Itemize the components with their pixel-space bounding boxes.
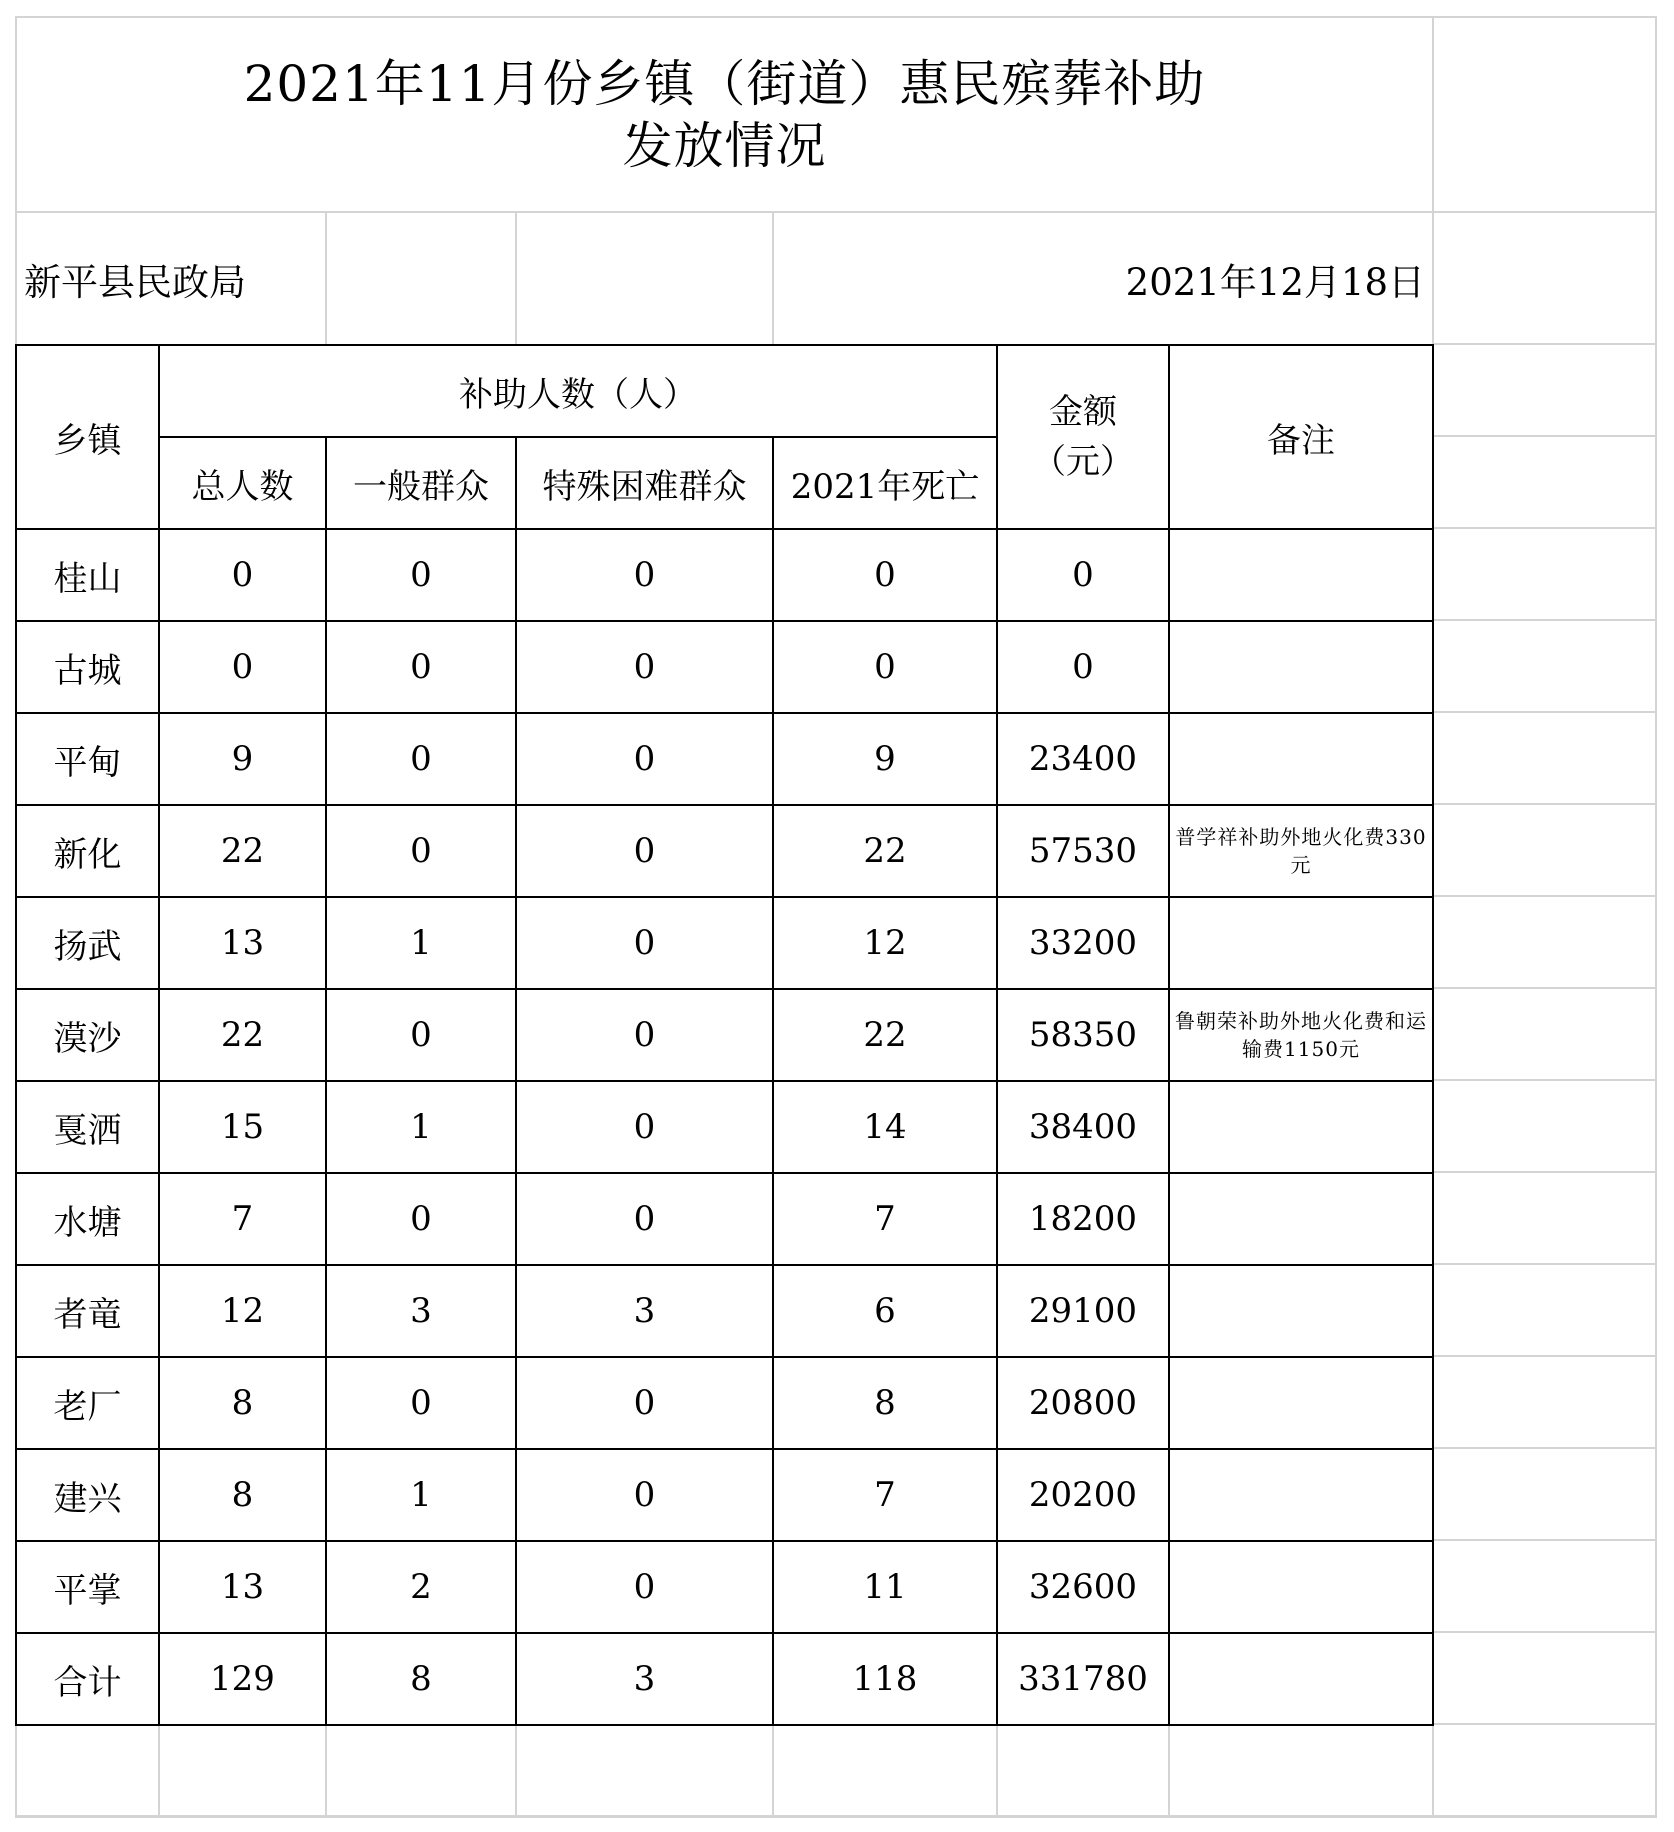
amount-cell: 0 bbox=[997, 529, 1169, 621]
gridline bbox=[325, 212, 327, 344]
deaths-cell: 9 bbox=[773, 713, 997, 805]
township-cell: 桂山 bbox=[16, 529, 159, 621]
total-label-cell: 合计 bbox=[16, 1633, 159, 1725]
township-cell: 戛洒 bbox=[16, 1081, 159, 1173]
special-cell: 0 bbox=[516, 1357, 773, 1449]
issuing-organization: 新平县民政局 bbox=[24, 260, 246, 304]
township-cell: 平甸 bbox=[16, 713, 159, 805]
gridline bbox=[1432, 619, 1656, 621]
general-cell: 2 bbox=[326, 1541, 516, 1633]
gridline bbox=[996, 1726, 998, 1816]
gridline bbox=[1168, 1726, 1170, 1816]
total-cell: 0 bbox=[159, 529, 326, 621]
gridline bbox=[1432, 1079, 1656, 1081]
township-cell: 漠沙 bbox=[16, 989, 159, 1081]
special-cell: 0 bbox=[516, 805, 773, 897]
total-cell: 13 bbox=[159, 897, 326, 989]
page-title bbox=[17, 18, 1432, 211]
remark-cell: 普学祥补助外地火化费330元 bbox=[1169, 805, 1433, 897]
gridline bbox=[772, 1726, 774, 1816]
remark-cell bbox=[1169, 1265, 1433, 1357]
gridline bbox=[1432, 527, 1656, 529]
header-general: 一般群众 bbox=[326, 437, 516, 529]
amount-cell: 0 bbox=[997, 621, 1169, 713]
gridline bbox=[515, 212, 517, 344]
table-row bbox=[16, 805, 1433, 897]
title-line-2: 发放情况 bbox=[622, 116, 827, 175]
header-township: 乡镇 bbox=[16, 345, 159, 529]
township-cell: 者竜 bbox=[16, 1265, 159, 1357]
table-row bbox=[16, 897, 1433, 989]
remark-cell bbox=[1169, 1081, 1433, 1173]
deaths-cell: 22 bbox=[773, 805, 997, 897]
deaths-cell: 0 bbox=[773, 621, 997, 713]
township-cell: 扬武 bbox=[16, 897, 159, 989]
general-cell: 0 bbox=[326, 621, 516, 713]
remark-cell bbox=[1169, 1633, 1433, 1725]
amount-cell: 20200 bbox=[997, 1449, 1169, 1541]
total-cell: 12 bbox=[159, 1265, 326, 1357]
amount-cell: 33200 bbox=[997, 897, 1169, 989]
general-cell: 8 bbox=[326, 1633, 516, 1725]
amount-cell: 38400 bbox=[997, 1081, 1169, 1173]
total-cell: 129 bbox=[159, 1633, 326, 1725]
remark-cell bbox=[1169, 1357, 1433, 1449]
gridline bbox=[1432, 803, 1656, 805]
deaths-cell: 12 bbox=[773, 897, 997, 989]
deaths-cell: 0 bbox=[773, 529, 997, 621]
table-row bbox=[16, 989, 1433, 1081]
general-cell: 1 bbox=[326, 1081, 516, 1173]
township-cell: 古城 bbox=[16, 621, 159, 713]
amount-cell: 18200 bbox=[997, 1173, 1169, 1265]
general-cell: 0 bbox=[326, 713, 516, 805]
table-row bbox=[16, 1541, 1433, 1633]
deaths-cell: 8 bbox=[773, 1357, 997, 1449]
deaths-cell: 7 bbox=[773, 1449, 997, 1541]
deaths-cell: 14 bbox=[773, 1081, 997, 1173]
general-cell: 1 bbox=[326, 1449, 516, 1541]
header-amount bbox=[997, 345, 1169, 529]
table-row bbox=[16, 529, 1433, 621]
gridline bbox=[158, 1726, 160, 1816]
table-row bbox=[16, 1173, 1433, 1265]
title-line-1: 2021年11月份乡镇（街道）惠民殡葬补助 bbox=[243, 54, 1206, 113]
remark-cell bbox=[1169, 897, 1433, 989]
deaths-cell: 11 bbox=[773, 1541, 997, 1633]
remark-cell bbox=[1169, 1173, 1433, 1265]
table-row bbox=[16, 621, 1433, 713]
gridline bbox=[1655, 16, 1657, 1818]
header-amount-label: 金额 bbox=[1049, 392, 1117, 432]
gridline bbox=[15, 1815, 1656, 1818]
total-cell: 7 bbox=[159, 1173, 326, 1265]
special-cell: 0 bbox=[516, 989, 773, 1081]
gridline bbox=[1432, 1723, 1656, 1725]
gridline bbox=[1432, 1263, 1656, 1265]
header-amount-unit: （元） bbox=[1032, 442, 1134, 482]
header-remark: 备注 bbox=[1169, 345, 1433, 529]
township-cell: 老厂 bbox=[16, 1357, 159, 1449]
special-cell: 0 bbox=[516, 1081, 773, 1173]
special-cell: 0 bbox=[516, 621, 773, 713]
special-cell: 0 bbox=[516, 713, 773, 805]
gridline bbox=[1432, 711, 1656, 713]
header-special: 特殊困难群众 bbox=[516, 437, 773, 529]
remark-cell bbox=[1169, 713, 1433, 805]
deaths-cell: 118 bbox=[773, 1633, 997, 1725]
amount-cell: 331780 bbox=[997, 1633, 1169, 1725]
total-cell: 15 bbox=[159, 1081, 326, 1173]
total-cell: 13 bbox=[159, 1541, 326, 1633]
amount-cell: 20800 bbox=[997, 1357, 1169, 1449]
deaths-cell: 22 bbox=[773, 989, 997, 1081]
gridline bbox=[1432, 435, 1656, 437]
remark-cell bbox=[1169, 1449, 1433, 1541]
report-date: 2021年12月18日 bbox=[1125, 260, 1425, 304]
total-cell: 22 bbox=[159, 805, 326, 897]
gridline bbox=[325, 1726, 327, 1816]
special-cell: 0 bbox=[516, 1173, 773, 1265]
table-row bbox=[16, 1265, 1433, 1357]
gridline bbox=[1432, 1631, 1656, 1633]
deaths-cell: 6 bbox=[773, 1265, 997, 1357]
gridline bbox=[1432, 1447, 1656, 1449]
general-cell: 0 bbox=[326, 1357, 516, 1449]
total-cell: 0 bbox=[159, 621, 326, 713]
special-cell: 0 bbox=[516, 1541, 773, 1633]
table-row bbox=[16, 1357, 1433, 1449]
general-cell: 0 bbox=[326, 805, 516, 897]
township-cell: 新化 bbox=[16, 805, 159, 897]
total-cell: 9 bbox=[159, 713, 326, 805]
total-row bbox=[16, 1633, 1433, 1725]
gridline bbox=[1432, 1355, 1656, 1357]
header-total: 总人数 bbox=[159, 437, 326, 529]
special-cell: 0 bbox=[516, 529, 773, 621]
gridline bbox=[515, 1726, 517, 1816]
table-row bbox=[16, 1081, 1433, 1173]
gridline bbox=[1432, 1539, 1656, 1541]
amount-cell: 57530 bbox=[997, 805, 1169, 897]
gridline bbox=[1432, 987, 1656, 989]
deaths-cell: 7 bbox=[773, 1173, 997, 1265]
remark-cell: 鲁朝荣补助外地火化费和运输费1150元 bbox=[1169, 989, 1433, 1081]
general-cell: 3 bbox=[326, 1265, 516, 1357]
table-row bbox=[16, 713, 1433, 805]
general-cell: 0 bbox=[326, 989, 516, 1081]
special-cell: 0 bbox=[516, 1449, 773, 1541]
remark-cell bbox=[1169, 1541, 1433, 1633]
amount-cell: 58350 bbox=[997, 989, 1169, 1081]
remark-cell bbox=[1169, 529, 1433, 621]
total-cell: 8 bbox=[159, 1449, 326, 1541]
township-cell: 水塘 bbox=[16, 1173, 159, 1265]
header-deaths-2021: 2021年死亡 bbox=[773, 437, 997, 529]
special-cell: 0 bbox=[516, 897, 773, 989]
amount-cell: 29100 bbox=[997, 1265, 1169, 1357]
special-cell: 3 bbox=[516, 1633, 773, 1725]
general-cell: 0 bbox=[326, 529, 516, 621]
amount-cell: 32600 bbox=[997, 1541, 1169, 1633]
general-cell: 0 bbox=[326, 1173, 516, 1265]
special-cell: 3 bbox=[516, 1265, 773, 1357]
gridline bbox=[1432, 343, 1656, 345]
general-cell: 1 bbox=[326, 897, 516, 989]
total-cell: 8 bbox=[159, 1357, 326, 1449]
gridline bbox=[1432, 1171, 1656, 1173]
table-row bbox=[16, 1449, 1433, 1541]
subsidy-table bbox=[15, 344, 1434, 1726]
gridline bbox=[1432, 895, 1656, 897]
header-subsidy-count: 补助人数（人） bbox=[159, 345, 997, 437]
remark-cell bbox=[1169, 621, 1433, 713]
total-cell: 22 bbox=[159, 989, 326, 1081]
amount-cell: 23400 bbox=[997, 713, 1169, 805]
township-cell: 建兴 bbox=[16, 1449, 159, 1541]
township-cell: 平掌 bbox=[16, 1541, 159, 1633]
